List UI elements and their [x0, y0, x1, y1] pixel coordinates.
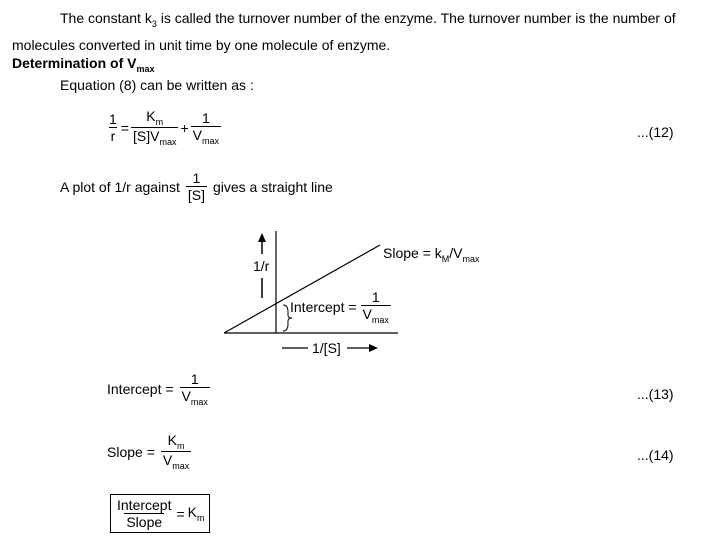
- eq14-den-main: V: [162, 452, 173, 469]
- eq14-fraction: [161, 432, 191, 471]
- eq13-number: ...(13): [637, 386, 674, 402]
- eq12-t1-num-main: K: [146, 108, 156, 124]
- eq12-equals: =: [120, 119, 129, 136]
- eq14-den-sub: max: [172, 460, 190, 471]
- slope-label: [383, 245, 480, 264]
- intercept-label-den-main: V: [362, 306, 372, 323]
- heading-sub: max: [136, 63, 155, 74]
- plot-text-pre: A plot of 1/r against: [60, 178, 180, 195]
- plot-frac-num: 1: [192, 170, 201, 186]
- eq13-den-sub: max: [190, 396, 208, 407]
- para-text-pre: The constant k: [60, 10, 152, 26]
- eq14-num-main: K: [167, 432, 177, 448]
- eq13-den: [180, 387, 210, 407]
- boxed-rhs-sub: m: [197, 512, 205, 523]
- eq12-t1-num-sub: m: [155, 116, 164, 127]
- heading-text: Determination of V: [12, 55, 137, 71]
- eq12-t1-den-main: [S]V: [132, 128, 160, 145]
- boxed-fraction: [115, 497, 173, 530]
- para-text-post: is called the turnover number of the enzyme. The turnover number is the number of molecules converted in unit time by one molecule of enzyme.: [12, 10, 676, 53]
- para-sub: 3: [151, 18, 157, 29]
- plot-frac-den: [S]: [187, 187, 205, 204]
- eq14-num: [166, 432, 187, 451]
- eq12-plus: +: [180, 119, 189, 136]
- plot-text-post: gives a straight line: [212, 178, 333, 195]
- eq13-label: Intercept =: [107, 381, 174, 398]
- slope-label-main: Slope = k: [383, 245, 442, 261]
- slope-label-mid: /V: [449, 245, 463, 261]
- boxed-equals: =: [176, 505, 185, 522]
- intercept-label: [290, 289, 391, 325]
- eq12-lhs-num: 1: [109, 111, 117, 128]
- boxed-num: Intercept: [117, 497, 172, 513]
- eq14-label: Slope =: [107, 443, 155, 460]
- intercept-label-den: [361, 305, 391, 325]
- eq13-fraction: [180, 371, 210, 407]
- eq12-t1-den-sub: max: [159, 136, 177, 147]
- slope-label-sub1: M: [441, 253, 450, 264]
- intercept-label-text: Intercept =: [290, 299, 357, 316]
- x-arrow-head: [369, 344, 378, 352]
- equation-14: [107, 432, 191, 471]
- eq12-number: ...(12): [637, 124, 674, 140]
- intercept-label-num: 1: [371, 289, 380, 305]
- boxed-rhs: [188, 504, 205, 523]
- boxed-rhs-main: K: [187, 504, 198, 521]
- boxed-den: Slope: [126, 514, 163, 531]
- slope-label-sub2: max: [462, 253, 480, 264]
- eq13-den-main: V: [181, 388, 191, 405]
- y-arrow-head: [258, 233, 266, 242]
- km-result-box: [110, 494, 210, 533]
- eq12-t2-den-main: V: [192, 126, 202, 143]
- eq14-den: [161, 451, 191, 471]
- equation-13: [107, 371, 210, 407]
- eq12-t2-den-sub: max: [202, 135, 220, 146]
- x-axis-label: 1/[S]: [312, 340, 341, 356]
- y-axis-label: 1/r: [253, 258, 270, 274]
- eq12-term2-num: 1: [201, 109, 210, 126]
- eq12-lhs-den: r: [110, 128, 116, 145]
- intercept-label-fraction: [361, 289, 391, 325]
- eq13-num: 1: [190, 371, 199, 387]
- equation-intro: Equation (8) can be written as :: [60, 77, 254, 93]
- intercept-label-den-sub: max: [371, 314, 389, 325]
- eq14-num-sub: m: [176, 440, 185, 451]
- eq14-number: ...(14): [637, 447, 674, 463]
